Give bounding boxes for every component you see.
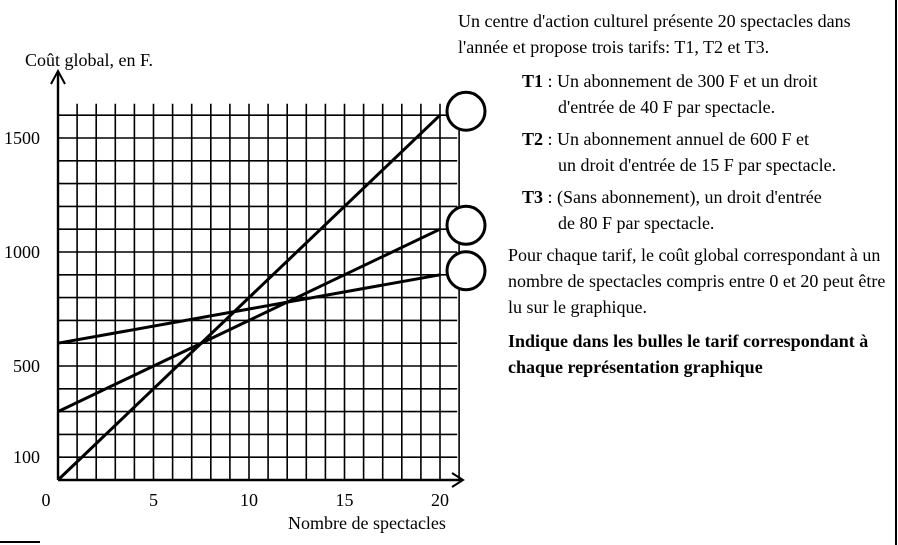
t1-line-2: d'entrée de 40 F par spectacle. xyxy=(558,97,776,117)
t2-line-2: un droit d'entrée de 15 F par spectacle. xyxy=(558,155,837,175)
t3-label: T3 xyxy=(522,187,544,207)
answer-bubble-1 xyxy=(447,92,485,130)
y-tick-label: 500 xyxy=(13,356,40,376)
t1-label: T1 xyxy=(522,71,544,91)
x-tick-label: 5 xyxy=(149,490,158,510)
x-tick-label: 0 xyxy=(41,490,51,510)
x-tick-label: 20 xyxy=(431,490,449,510)
answer-bubble-2 xyxy=(447,206,485,244)
right-rule xyxy=(895,0,897,545)
t3-line-2: de 80 F par spectacle. xyxy=(558,213,715,233)
tariff-t2 xyxy=(522,126,893,178)
y-tick-label: 1000 xyxy=(4,242,40,262)
y-tick-label: 1500 xyxy=(4,128,40,148)
t3-line-1: : (Sans abonnement), un droit d'entrée xyxy=(543,187,822,207)
t2-line-1: : Un abonnement annuel de 600 F et xyxy=(543,129,809,149)
body-text: Pour chaque tarif, le coût global correspondant à un nombre de spectacles compris entre 0 et 20 peut être lu sur le graphique. xyxy=(508,245,886,317)
t1-line-1: : Un abonnement de 300 F et un droit xyxy=(543,71,818,91)
answer-bubble-3 xyxy=(447,252,485,290)
intro-text: Un centre d'action culturel présente 20 spectacles dans l'année et propose trois tarifs: T1, T2 et T3. xyxy=(458,11,851,57)
tariff-t3 xyxy=(522,184,893,236)
bottom-rule xyxy=(0,541,40,543)
instruction-text: Indique dans les bulles le tarif correspondant à chaque représentation graphique xyxy=(508,331,869,377)
y-tick-label: 100 xyxy=(13,447,40,468)
x-tick-label: 15 xyxy=(335,490,354,510)
tariff-t1 xyxy=(522,68,893,120)
y-axis-label: Coût global, en F. xyxy=(25,50,154,70)
t2-label: T2 xyxy=(522,129,544,149)
x-tick-label: 10 xyxy=(240,490,258,510)
problem-text xyxy=(458,8,893,380)
x-axis-label: Nombre de spectacles xyxy=(288,513,446,533)
